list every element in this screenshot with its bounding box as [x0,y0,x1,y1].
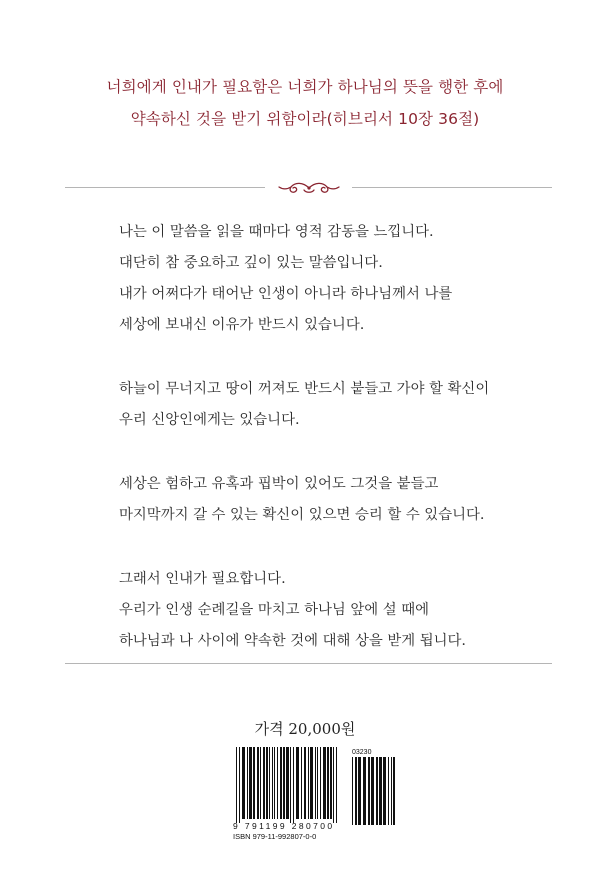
text-line: 대단히 참 중요하고 깊이 있는 말씀입니다. [119,255,383,271]
text-line: 그래서 인내가 필요합니다. [119,571,286,587]
barcode-digits: 9 791199 280700 [233,821,335,831]
text-line: 나는 이 말씀을 읽을 때마다 영적 감동을 느낍니다. [119,224,434,240]
flourish-ornament-icon [277,179,341,197]
paragraph [119,374,539,436]
text-line: 우리 신앙인에게는 있습니다. [119,412,300,428]
quote-line-2: 약속하신 것을 받기 위함이라(히브리서 10장 36절) [130,110,480,128]
ornament-divider [65,183,552,195]
text-line: 하나님과 나 사이에 약속한 것에 대해 상을 받게 됩니다. [119,633,467,649]
bottom-divider [65,663,552,664]
text-line: 세상에 보내신 이유가 반드시 있습니다. [119,317,365,333]
paragraph [119,217,539,341]
text-line: 마지막까지 갈 수 있는 확신이 있으면 승리 할 수 있습니다. [119,507,485,523]
price-label: 가격 20,000원 [254,720,356,738]
barcode-addon-number: 03230 [352,749,372,756]
text-line: 내가 어쩌다가 태어난 인생이 아니라 하나님께서 나를 [119,286,453,302]
body-text [119,217,539,690]
paragraph [119,564,539,657]
text-line: 우리가 인생 순례길을 마치고 하나님 앞에 설 때에 [119,602,430,618]
paragraph [119,469,539,531]
text-line: 세상은 험하고 유혹과 핍박이 있어도 그것을 붙들고 [119,476,439,492]
isbn-number: ISBN 979-11-992807-0-0 [233,832,317,841]
text-line: 하늘이 무너지고 땅이 꺼져도 반드시 붙들고 가야 할 확신이 [119,381,490,397]
quote-line-1: 너희에게 인내가 필요함은 너희가 하나님의 뜻을 행한 후에 [106,78,504,96]
bible-quote [0,71,610,135]
